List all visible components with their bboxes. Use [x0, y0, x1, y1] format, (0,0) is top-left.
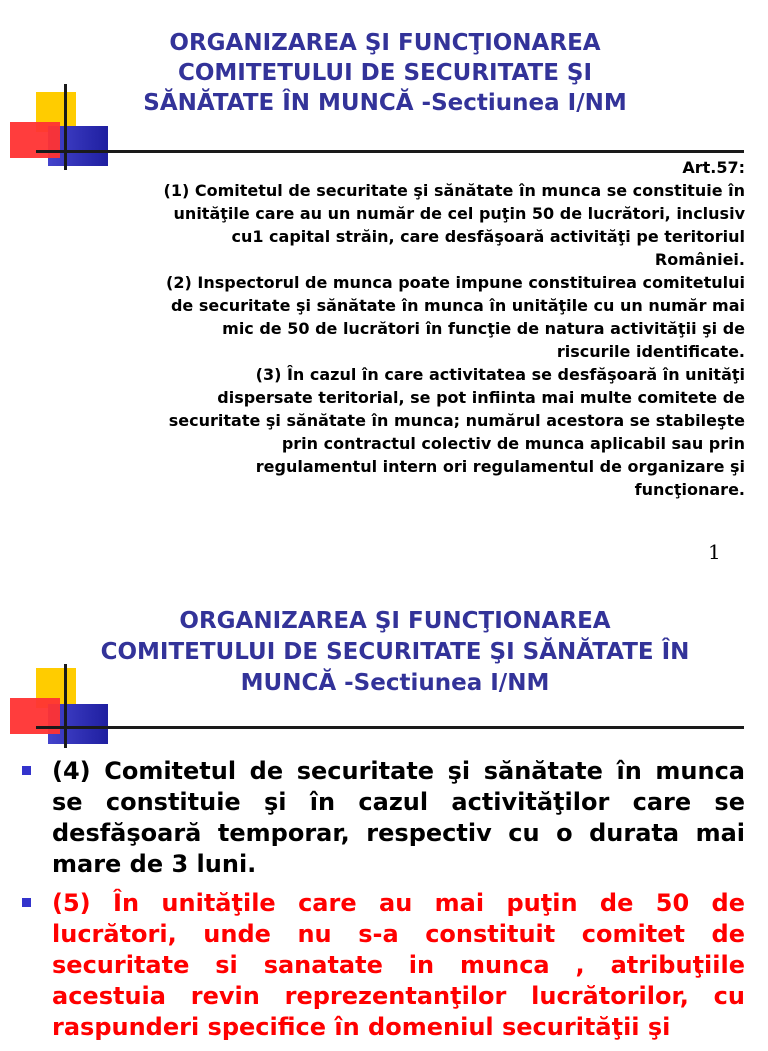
article-line: (1) Comitetul de securitate şi sănătate în munca se constituie în	[163, 181, 745, 200]
bullet-text: (4) Comitetul de securitate şi sănătate în munca se constituie şi în cazul activităţilor care se desfăşoară temporar, respectiv cu o durata mai mare de 3 luni.	[52, 757, 745, 878]
bullet-list	[20, 756, 745, 1051]
title-divider-line	[36, 726, 744, 729]
article-line: dispersate teritorial, se pot infiinta mai multe comitete de	[217, 388, 745, 407]
page-number: 1	[708, 540, 721, 564]
article-line: României.	[654, 250, 745, 269]
title-divider-line	[36, 150, 744, 153]
article-line: cu1 capital străin, care desfăşoară activităţi pe teritoriul	[231, 227, 745, 246]
article-line: riscurile identificate.	[556, 342, 745, 361]
title-line: COMITETULUI DE SECURITATE ŞI	[177, 60, 593, 86]
bullet-item	[20, 756, 745, 880]
square-bullet-icon	[22, 898, 31, 907]
article-line: mic de 50 de lucrători în funcţie de natura activităţii şi de	[222, 319, 745, 338]
article-line: prin contractul colectiv de munca aplicabil sau prin	[281, 434, 745, 453]
bullet-text: (5) În unităţile care au mai puţin de 50 de lucrători, unde nu s-a constituit comitet de securitate si sanatate in munca , atribuţiile acestuia revin reprezentanţilor lucrătorilor, cu raspunderi specifice în domeniul securităţii şi	[52, 889, 745, 1041]
title-line: MUNCĂ -Sectiunea I/NM	[240, 670, 550, 696]
article-line: (3) În cazul în care activitatea se desfăşoară în unităţi	[255, 365, 745, 384]
article-line: (2) Inspectorul de munca poate impune constituirea comitetului	[166, 273, 745, 292]
article-line: de securitate şi sănătate în munca în unităţile cu un număr mai	[170, 296, 745, 315]
title-line: ORGANIZAREA ŞI FUNCŢIONAREA	[179, 608, 611, 634]
title-line: ORGANIZAREA ŞI FUNCŢIONAREA	[169, 30, 601, 56]
article-line: Art.57:	[682, 158, 745, 177]
slide-2	[0, 576, 768, 1041]
square-bullet-icon	[22, 766, 31, 775]
article-line: unităţile care au un număr de cel puţin 50 de lucrători, inclusiv	[173, 204, 745, 223]
slide-title	[40, 606, 750, 699]
slide-title	[60, 28, 710, 118]
article-57-text	[40, 156, 745, 501]
bullet-item	[20, 888, 745, 1043]
article-line: securitate şi sănătate în munca; numărul acestora se stabileşte	[168, 411, 745, 430]
article-line: funcţionare.	[634, 480, 745, 499]
title-line: COMITETULUI DE SECURITATE ŞI SĂNĂTATE ÎN	[100, 639, 690, 665]
title-line: SĂNĂTATE ÎN MUNCĂ -Sectiunea I/NM	[143, 90, 627, 116]
article-line: regulamentul intern ori regulamentul de organizare şi	[255, 457, 745, 476]
